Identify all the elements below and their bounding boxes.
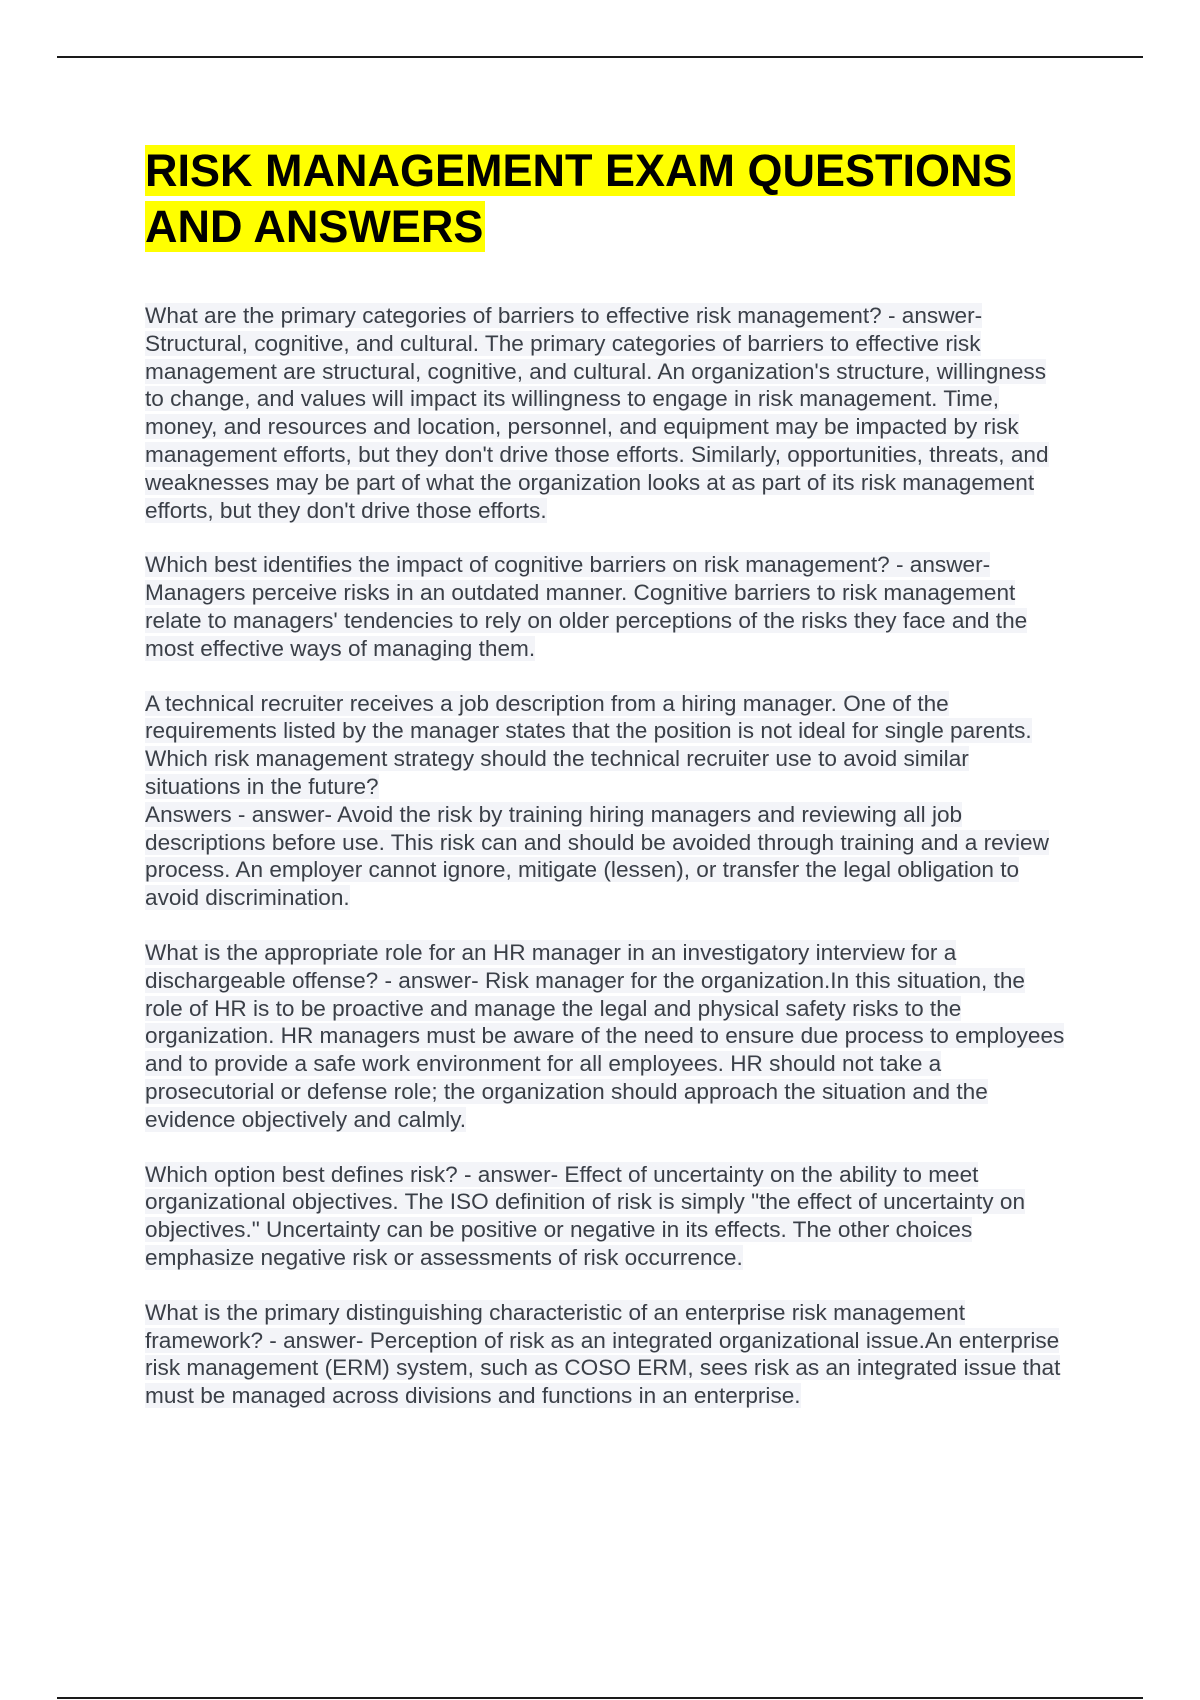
qa-text: Which option best defines risk? - answer- Effect of uncertainty on the ability to meet organizational objectives. The ISO definition of risk is simply "the effect of uncertainty on objectives." Uncertainty can be positive or negative in its effects. The other choices emphasize negative risk or assessments of risk occurrence. bbox=[145, 1161, 1026, 1270]
qa-text: A technical recruiter receives a job description from a hiring manager. One of the requirements listed by the manager states that the position is not ideal for single parents. Which risk management strategy should the technical recruiter use to avoid similar situations in the future? Answers - answer- Avoid the risk by training hiring managers and reviewing all job descriptions before use. This risk can and should be avoided through training and a review process. An employer cannot ignore, mitigate (lessen), or transfer the legal obligation to avoid discrimination. bbox=[145, 690, 1049, 911]
qa-item bbox=[145, 939, 1065, 1134]
title-highlight: RISK MANAGEMENT EXAM QUESTIONS AND ANSWERS bbox=[145, 145, 1013, 252]
qa-list bbox=[145, 302, 1065, 1410]
document-body bbox=[145, 143, 1065, 1437]
qa-item bbox=[145, 1299, 1065, 1410]
qa-text: Which best identifies the impact of cognitive barriers on risk management? - answer-Managers perceive risks in an outdated manner. Cognitive barriers to risk management relate to managers' tendencies to rely on older perceptions of the risks they face and the most effective ways of managing them. bbox=[145, 552, 1028, 661]
qa-text: What is the primary distinguishing characteristic of an enterprise risk management framework? - answer- Perception of risk as an integrated organizational issue.An enterprise risk management (ERM) system, such as COSO ERM, sees risk as an integrated issue that must be managed across divisions and functions in an enterprise. bbox=[145, 1299, 1061, 1409]
footer-rule bbox=[57, 1697, 1143, 1699]
page-title bbox=[145, 143, 1065, 255]
qa-item bbox=[145, 1161, 1065, 1272]
qa-text: What is the appropriate role for an HR manager in an investigatory interview for a dischargeable offense? - answer- Risk manager for the organization.In this situation, the role of HR is to be proactive and manage the legal and physical safety risks to the organization. HR managers must be aware of the need to ensure due process to employees and to provide a safe work environment for all employees. HR should not take a prosecutorial or defense role; the organization should approach the situation and the evidence objectively and calmly. bbox=[145, 939, 1065, 1132]
qa-item bbox=[145, 690, 1065, 912]
qa-text: What are the primary categories of barriers to effective risk management? - answer-Structural, cognitive, and cultural. The primary categories of barriers to effective risk management are structural, cognitive, and cultural. An organization's structure, willingness to change, and values will impact its willingness to engage in risk management. Time, money, and resources and location, personnel, and equipment may be impacted by risk management efforts, but they don't drive those efforts. Similarly, opportunities, threats, and weaknesses may be part of what the organization looks at as part of its risk management efforts, but they don't drive those efforts. bbox=[145, 303, 1049, 523]
qa-item bbox=[145, 551, 1065, 662]
header-rule bbox=[57, 56, 1143, 58]
qa-item bbox=[145, 302, 1065, 524]
